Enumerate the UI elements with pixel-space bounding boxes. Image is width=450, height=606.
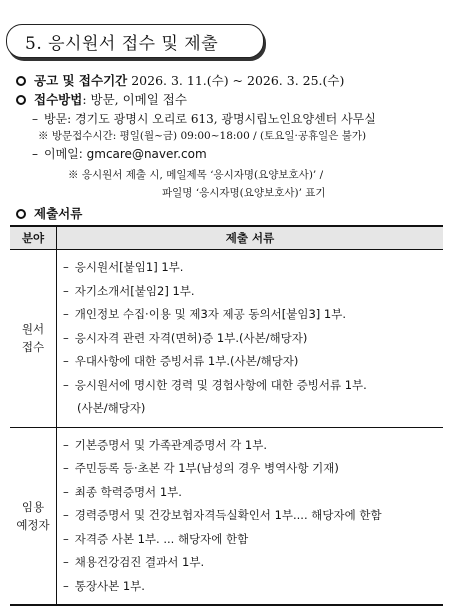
documents-table: [10, 225, 443, 606]
list-item: – 기본증명서 및 가족관계증명서 각 1부.: [63, 437, 267, 452]
header-documents: 제출 서류: [57, 226, 444, 250]
list-item: – 자격증 사본 1부. ... 해당자에 한함: [63, 531, 249, 546]
list-item: – 우대사항에 대한 증빙서류 1부.(사본/해당자): [63, 354, 299, 368]
list-item-continuation: (사본/해당자): [77, 401, 146, 415]
visit-text: 방문: 경기도 광명시 오리로 613, 광명시립노인요양센터 사무실: [44, 112, 376, 126]
dash-bullet: –: [32, 147, 38, 161]
dash-bullet: –: [32, 112, 38, 126]
table-row: [10, 427, 443, 605]
method-label: 접수방법: [34, 92, 83, 107]
header-category: 분야: [10, 226, 57, 250]
method-value: : 방문, 이메일 접수: [82, 92, 187, 107]
section-title: [6, 24, 264, 58]
list-item: – 통장사본 1부.: [63, 578, 145, 593]
email-note-1: ※ 응시원서 제출 시, 메일제목 ‘응시자명(요양보호사)’ /: [68, 169, 324, 181]
announce-label: 공고 및 접수기간: [34, 73, 128, 88]
list-item: – 주민등록 등·초본 각 1부(남성의 경우 병역사항 기재): [63, 461, 339, 475]
circle-bullet-icon: [16, 95, 26, 105]
method-line: [16, 90, 187, 108]
table-row: [10, 250, 443, 428]
email-note-2: 파일명 ‘응시자명(요양보호사)’ 표기: [162, 187, 326, 199]
row-category: 원서 접수: [10, 250, 57, 428]
announce-value: 2026. 3. 11.(수) ~ 2026. 3. 25.(수): [127, 73, 345, 88]
list-item: – 자기소개서[붙임2] 1부.: [63, 283, 195, 298]
visit-time: ※ 방문접수시간: 평일(월~금) 09:00~18:00 / (토요일·공휴일은 불가): [38, 130, 367, 142]
row-items: [57, 427, 444, 605]
email-text: 이메일: gmcare@naver.com: [44, 147, 207, 161]
docs-heading: 제출서류: [34, 206, 83, 221]
table-header-row: [10, 226, 443, 250]
list-item: – 경력증명서 및 건강보험자격득실확인서 1부.... 해당자에 한함: [63, 508, 382, 522]
list-item: – 최종 학력증명서 1부.: [63, 484, 182, 499]
visit-line: [32, 110, 376, 127]
email-line: [32, 145, 207, 162]
list-item: – 응시원서에 명시한 경력 및 경험사항에 대한 증빙서류 1부.: [63, 377, 367, 392]
row-items: [57, 250, 444, 428]
circle-bullet-icon: [16, 76, 26, 86]
announce-line: [16, 71, 344, 89]
list-item: – 응시원서[붙임1] 1부.: [63, 260, 184, 274]
section-title-text: 5. 응시원서 접수 및 제출: [25, 33, 219, 54]
row-category: 임용 예정자: [10, 427, 57, 605]
list-item: – 개인정보 수집·이용 및 제3자 제공 동의서[붙임3] 1부.: [63, 307, 346, 321]
docs-heading-line: [16, 204, 82, 222]
list-item: – 채용건강검진 결과서 1부.: [63, 555, 205, 569]
circle-bullet-icon: [16, 209, 26, 219]
list-item: – 응시자격 관련 자격(면허)증 1부.(사본/해당자): [63, 330, 308, 345]
